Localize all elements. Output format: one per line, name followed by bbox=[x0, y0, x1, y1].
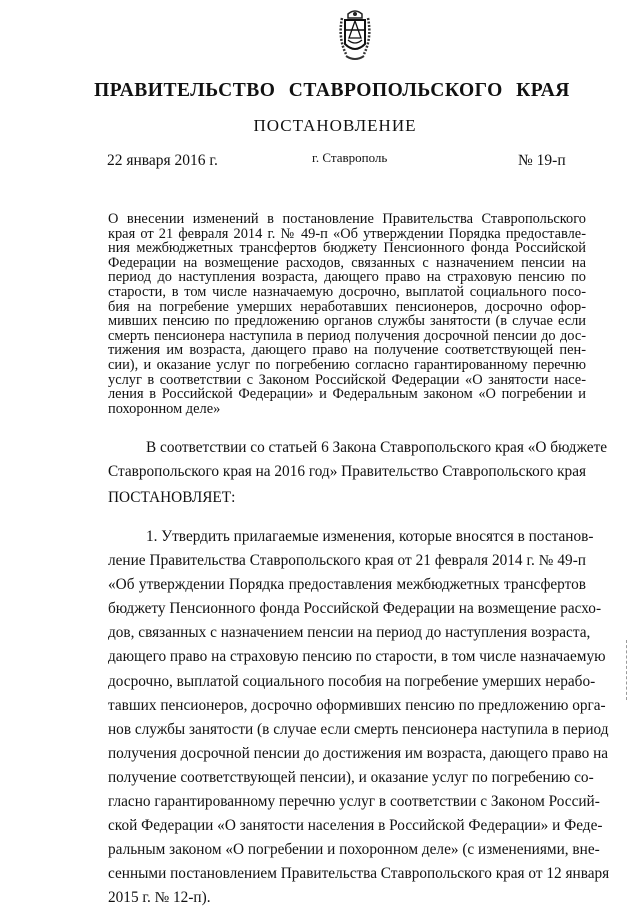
document-number: № 19-п bbox=[518, 152, 566, 169]
text-line: мивших пенсию по предложению органов службы занятости (в случае если bbox=[108, 313, 586, 330]
text-line: получения досрочной пенсии до достижения им возраста, дающего право на bbox=[108, 744, 609, 762]
text-line: В соответствии со статьей 6 Закона Ставропольского края «О бюджете bbox=[146, 439, 608, 456]
document-date: 22 января 2016 г. bbox=[107, 152, 218, 169]
text-line: края от 21 февраля 2014 г. № 49-п «Об утверждении Порядка предоставле- bbox=[108, 225, 586, 242]
text-line: «Об утверждении Порядка предоставления межбюджетных трансфертов bbox=[108, 576, 586, 594]
text-line: досрочно, выплатой социального пособия на погребение умерших нерабо- bbox=[108, 672, 596, 690]
text-line: ления в Российской Федерации» и Федеральным законом «О погребении и bbox=[108, 386, 586, 403]
government-name: ПРАВИТЕЛЬСТВО СТАВРОПОЛЬСКОГО КРАЯ bbox=[94, 80, 570, 101]
text-line: бия на погребение умерших неработавших пенсионеров, досрочно офор- bbox=[108, 298, 586, 315]
text-line: тижения им возраста, дающего право на получение соответствующей пен- bbox=[108, 342, 586, 359]
text-line: смерть пенсионера наступила в период получения досрочной пенсии до дос- bbox=[108, 327, 586, 344]
text-line: гласно гарантированному перечню услуг в соответствии с Законом Россий- bbox=[108, 793, 600, 811]
text-line: получение соответствующей пенсии), и оказание услуг по погребению со- bbox=[108, 768, 594, 786]
text-line: бюджету Пенсионного фонда Российской Федерации на возмещение расхо- bbox=[108, 600, 602, 618]
text-line: период до наступления возраста, дающего право на страховую пенсию по bbox=[108, 269, 586, 286]
text-line: ния межбюджетных трансфертов бюджету Пенсионного фонда Российской bbox=[108, 240, 586, 257]
text-line: Федерации на возмещение расходов, связанных с назначением пенсии на bbox=[108, 254, 586, 271]
margin-mark bbox=[626, 640, 628, 700]
text-line: похоронном деле» bbox=[108, 400, 221, 417]
text-line: дающего право на страховую пенсию по старости, в том числе назначаемую bbox=[108, 648, 606, 666]
resolves-heading: ПОСТАНОВЛЯЕТ: bbox=[108, 489, 236, 506]
text-line: 2015 г. № 12-п). bbox=[108, 889, 211, 907]
text-line: услуг в соответствии с Законом Российской Федерации «О занятости насе- bbox=[108, 371, 586, 388]
text-line: старости, в том числе назначаемую досрочно, выплатой социального посо- bbox=[108, 283, 586, 300]
text-line: Ставропольского края на 2016 год» Правительство Ставропольского края bbox=[108, 462, 587, 480]
item-1 bbox=[108, 525, 610, 911]
preamble bbox=[108, 436, 608, 483]
text-line: нов службы занятости (в случае если смерть пенсионера наступила в период bbox=[108, 720, 609, 738]
coat-of-arms-icon bbox=[336, 8, 374, 64]
decree-title bbox=[108, 212, 586, 416]
text-line: тавших пенсионеров, досрочно оформивших пенсию по предложению орга- bbox=[108, 696, 606, 714]
text-line: ральным законом «О погребении и похоронном деле» (с изменениями, вне- bbox=[108, 841, 600, 859]
text-line: сии), и оказание услуг по погребению согласно гарантированному перечню bbox=[108, 356, 586, 373]
text-line: ление Правительства Ставропольского края от 21 февраля 2014 г. № 49-п bbox=[108, 552, 586, 570]
text-line: сенными постановлением Правительства Ставропольского края от 12 января bbox=[108, 865, 610, 883]
text-line: ской Федерации «О занятости населения в Российской Федерации» и Феде- bbox=[108, 817, 603, 835]
document-type: ПОСТАНОВЛЕНИЕ bbox=[253, 116, 417, 135]
text-line: 1. Утвердить прилагаемые изменения, которые вносятся в постанов- bbox=[146, 528, 594, 545]
document-city: г. Ставрополь bbox=[312, 150, 388, 165]
text-line: О внесении изменений в постановление Правительства Ставропольского bbox=[108, 211, 586, 227]
text-line: дов, связанных с назначением пенсии на период до наступления возраста, bbox=[108, 624, 591, 642]
